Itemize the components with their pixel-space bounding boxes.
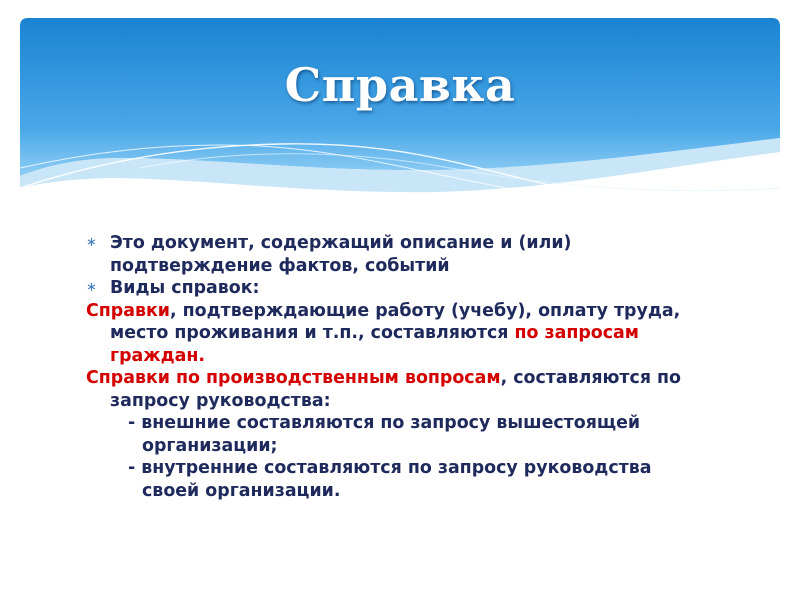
bullet-star-icon: ∗ bbox=[86, 280, 97, 295]
bullet-definition-text: Это документ, содержащий описание и (или) подтверждение фактов, событий bbox=[110, 233, 572, 276]
paragraph-production-certificates bbox=[86, 367, 696, 412]
bullet-definition bbox=[86, 232, 696, 277]
slide-content bbox=[86, 232, 696, 502]
bullet-star-icon: ∗ bbox=[86, 235, 97, 250]
paragraph-production-text: , составляются по запросу руководства: bbox=[110, 368, 682, 411]
paragraph-citizen-text: , подтверждающие работу (учебу), оплату труда, место проживания и т.п., составляются bbox=[110, 300, 681, 343]
slide-title: Справка bbox=[284, 58, 516, 112]
paragraph-citizen-certificates bbox=[86, 300, 696, 368]
term-certificates: Справки bbox=[86, 300, 170, 321]
term-production-certificates: Справки по производственным вопросам bbox=[86, 368, 501, 388]
sub-item-external: - внешние составляются по запросу вышестоящей организации; bbox=[128, 413, 641, 456]
bullet-types bbox=[86, 277, 696, 300]
header-wave-background bbox=[20, 18, 780, 238]
term-citizen-requests: по запросам граждан. bbox=[110, 323, 640, 366]
bullet-types-text: Виды справок: bbox=[110, 278, 260, 298]
sub-item-internal: - внутренние составляются по запросу руководства своей организации. bbox=[128, 458, 652, 501]
